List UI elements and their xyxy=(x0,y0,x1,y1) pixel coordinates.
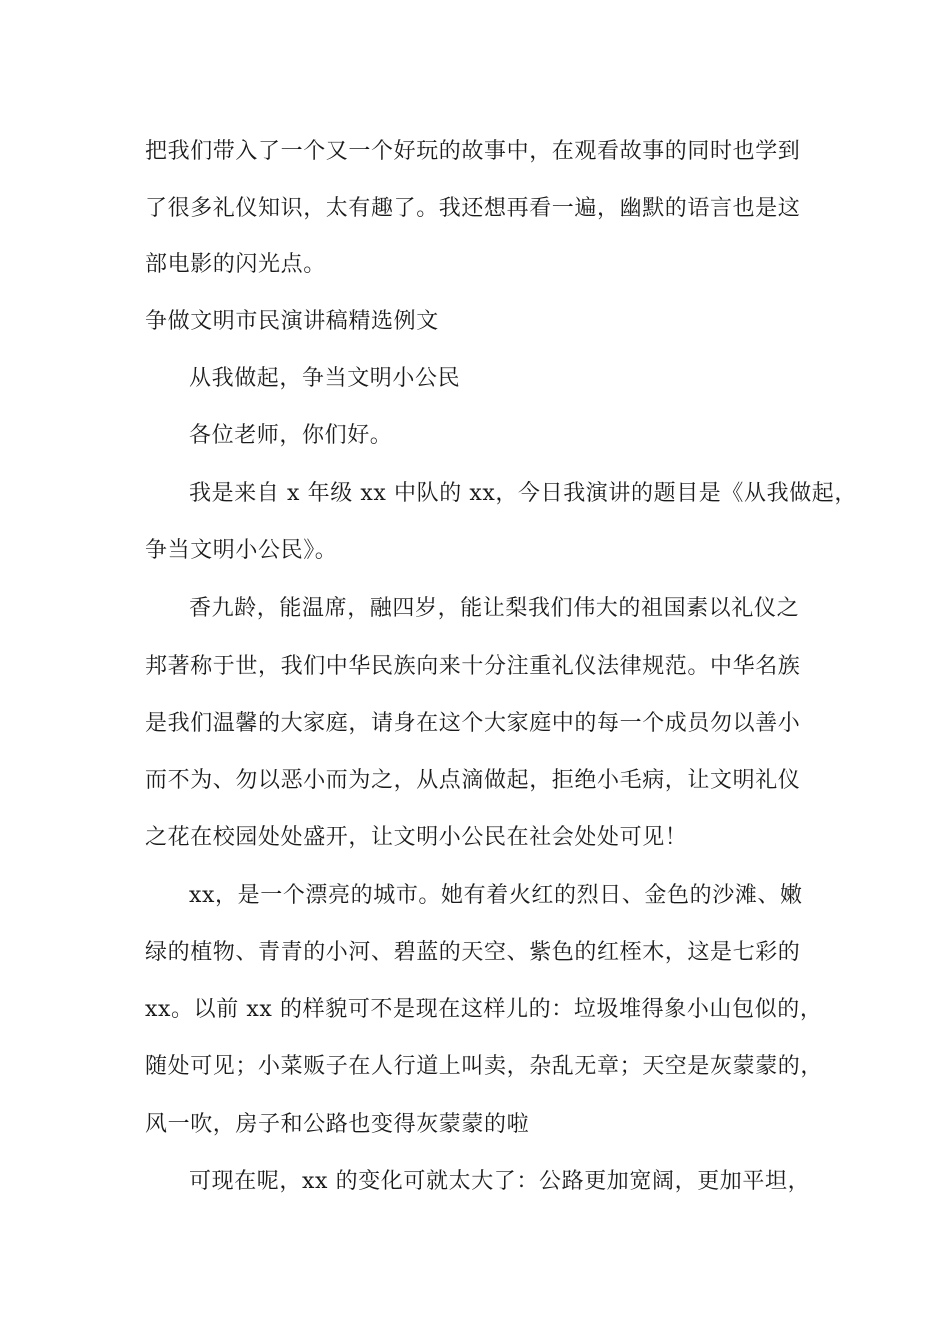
speech-title: 从我做起，争当文明小公民 xyxy=(189,366,461,391)
text-line: 随处可见；小菜贩子在人行道上叫卖，杂乱无章；天空是灰蒙蒙的， xyxy=(145,1054,824,1079)
text-line: 部电影的闪光点。 xyxy=(145,252,326,277)
article-title: 争做文明市民演讲稿精选例文 xyxy=(145,309,439,334)
text-line: 之花在校园处处盛开，让文明小公民在社会处处可见！ xyxy=(145,825,688,850)
text-line: 而不为、勿以恶小而为之，从点滴做起，拒绝小毛病，让文明礼仪 xyxy=(145,768,801,793)
text-line: 争当文明小公民》。 xyxy=(145,538,338,563)
text-line: 了很多礼仪知识，太有趣了。我还想再看一遍，幽默的语言也是这 xyxy=(145,196,801,221)
text-line: 我是来自 x 年级 xx 中队的 xx，今日我演讲的题目是《从我做起， xyxy=(189,481,858,506)
text-line: xx，是一个漂亮的城市。她有着火红的烈日、金色的沙滩、嫩 xyxy=(189,883,803,908)
text-line: 是我们温馨的大家庭，请身在这个大家庭中的每一个成员勿以善小 xyxy=(145,711,801,736)
text-line: 把我们带入了一个又一个好玩的故事中，在观看故事的同时也学到 xyxy=(145,139,801,164)
text-line: 风一吹，房子和公路也变得灰蒙蒙的啦 xyxy=(145,1112,530,1137)
text-line: 绿的植物、青青的小河、碧蓝的天空、紫色的红桎木，这是七彩的 xyxy=(145,940,801,965)
greeting: 各位老师，你们好。 xyxy=(189,423,393,448)
text-line: 香九龄，能温席，融四岁，能让梨我们伟大的祖国素以礼仪之 xyxy=(189,596,800,621)
text-line: xx。以前 xx 的样貌可不是现在这样儿的：垃圾堆得象小山包似的， xyxy=(145,997,823,1022)
text-line: 可现在呢，xx 的变化可就太大了：公路更加宽阔，更加平坦， xyxy=(189,1169,811,1194)
text-line: 邦著称于世，我们中华民族向来十分注重礼仪法律规范。中华名族 xyxy=(145,654,801,679)
